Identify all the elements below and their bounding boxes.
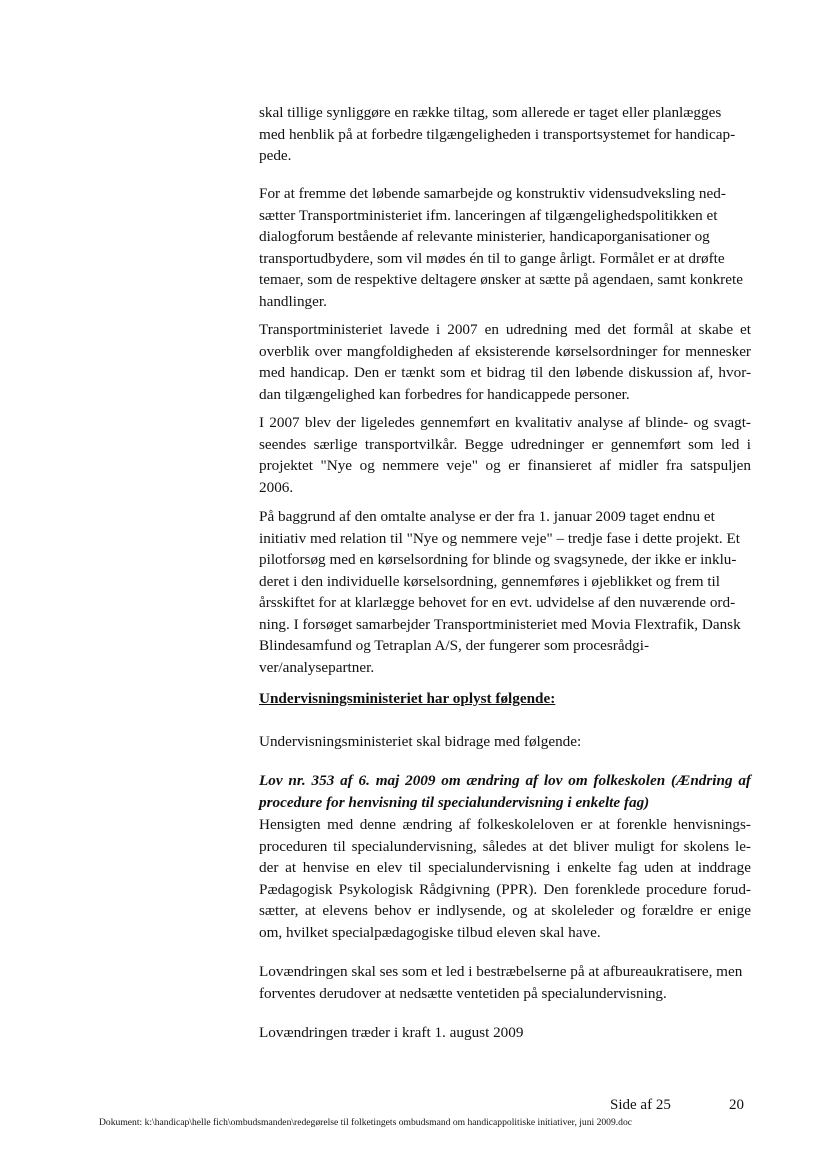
text-line: sætter Transportministeriet ifm. lanceringen af tilgængelighedspolitikken et: [259, 206, 718, 224]
text-line: temaer, som de respektive deltagere ønsker at sætte på agendaen, samt konkrete: [259, 271, 743, 288]
text-line: Lovændringen træder i kraft 1. august 2009: [259, 1024, 524, 1041]
paragraph-transport-measures: [259, 102, 751, 167]
text-line: proceduren til specialundervisning, således at det bliver muligt for skolens le-: [259, 837, 751, 855]
paragraph-lovaendringen: [259, 961, 751, 1004]
text-line: initiativ med relation til "Nye og nemmere veje" – tredje fase i dette projekt. Et: [259, 529, 740, 547]
text-line: 2006.: [259, 478, 294, 496]
text-line: Undervisningsministeriet skal bidrage med følgende:: [259, 733, 582, 750]
text-line: Pædagogisk Psykologisk Rådgivning (PPR). Den forenklede procedure forud-: [259, 880, 751, 898]
text-line: Lov nr. 353 af 6. maj 2009 om ændring af lov om folkeskolen (Ændring af: [259, 772, 751, 789]
text-line: årsskiftet for at klarlægge behovet for en evt. udvidelse af den nuværende ord-: [259, 594, 736, 611]
text-line: overblik over mangfoldigheden af eksisterende kørselsordninger for mennesker: [259, 342, 751, 360]
text-line: handlinger.: [259, 292, 327, 310]
text-line: seendes særlige transportvilkår. Begge udredninger er gennemført som led i: [259, 435, 751, 453]
paragraph-kvalitativ-analyse: [259, 412, 751, 498]
text-line: forventes derudover at nedsætte ventetiden på specialundervisning.: [259, 984, 667, 1002]
text-line: med henblik på at forbedre tilgængeligheden i transportsystemet for handicap-: [259, 125, 736, 143]
paragraph-dialogforum: [259, 183, 751, 312]
text-line: Hensigten med denne ændring af folkeskoleloven er at forenkle henvisnings-: [259, 816, 751, 833]
text-line: ning. I forsøget samarbejder Transportministeriet med Movia Flextrafik, Dansk: [259, 615, 741, 633]
text-line: pilotforsøg med en kørselsordning for blinde og svagsynede, der ikke er inklu-: [259, 551, 737, 568]
paragraph-udredning-2007: [259, 319, 751, 405]
section-heading: Undervisningsministeriet har oplyst følgende:: [259, 690, 556, 707]
text-line: Lovændringen skal ses som et led i bestræbelserne på at afbureaukratisere, men: [259, 963, 743, 980]
paragraph-ikrafttraedelse: [259, 1022, 751, 1044]
text-line: om, hvilket specialpædagogiske tilbud eleven skal have.: [259, 923, 601, 941]
text-line: ver/analysepartner.: [259, 658, 375, 676]
footer-page-number: 20: [729, 1097, 744, 1113]
text-line: dialogforum bestående af relevante ministerier, handicaporganisationer og: [259, 228, 710, 245]
text-line: For at fremme det løbende samarbejde og konstruktiv vidensudveksling ned-: [259, 185, 726, 202]
law-title: [259, 770, 751, 814]
text-line: På baggrund af den omtalte analyse er der fra 1. januar 2009 taget endnu et: [259, 508, 715, 525]
text-line: med handicap. Den er tænkt som et bidrag til den løbende diskussion af, hvor-: [259, 364, 751, 381]
text-line: transportudbydere, som vil mødes én til to gange årligt. Formålet er at drøfte: [259, 249, 725, 267]
text-line: Transportministeriet lavede i 2007 en udredning med det formål at skabe et: [259, 321, 751, 338]
paragraph-hensigten: [259, 814, 751, 943]
text-line: dan tilgængelighed kan forbedres for handicappede personer.: [259, 385, 630, 403]
text-line: projektet "Nye og nemmere veje" og er finansieret af midler fra satspuljen: [259, 457, 751, 474]
text-line: pede.: [259, 147, 292, 164]
paragraph-pilotforsog: [259, 506, 751, 678]
text-line: sætter, at elevens behov er indlysende, og at skoleleder og forældre er enige: [259, 902, 751, 919]
text-line: der at henvise en elev til specialundervisning i enkelte fag uden at inddrage: [259, 859, 751, 876]
footer-document-path: Dokument: k:\handicap\helle fich\ombudsmanden\redegørelse til folketingets ombudsmand om handicappolitiske initiativer, juni 2009.doc: [99, 1117, 633, 1128]
paragraph-intro: [259, 731, 751, 753]
text-line: skal tillige synliggøre en række tiltag, som allerede er taget eller planlægges: [259, 104, 722, 121]
text-line: deret i den individuelle kørselsordning, gennemføres i øjeblikket og frem til: [259, 572, 720, 590]
text-line: I 2007 blev der ligeledes gennemført en kvalitativ analyse af blinde- og svagt-: [259, 414, 751, 431]
footer-page-label: Side af 25: [610, 1097, 671, 1113]
text-line: procedure for henvisning til specialundervisning i enkelte fag): [259, 794, 650, 811]
text-line: Blindesamfund og Tetraplan A/S, der fungerer som procesrådgi-: [259, 637, 650, 654]
